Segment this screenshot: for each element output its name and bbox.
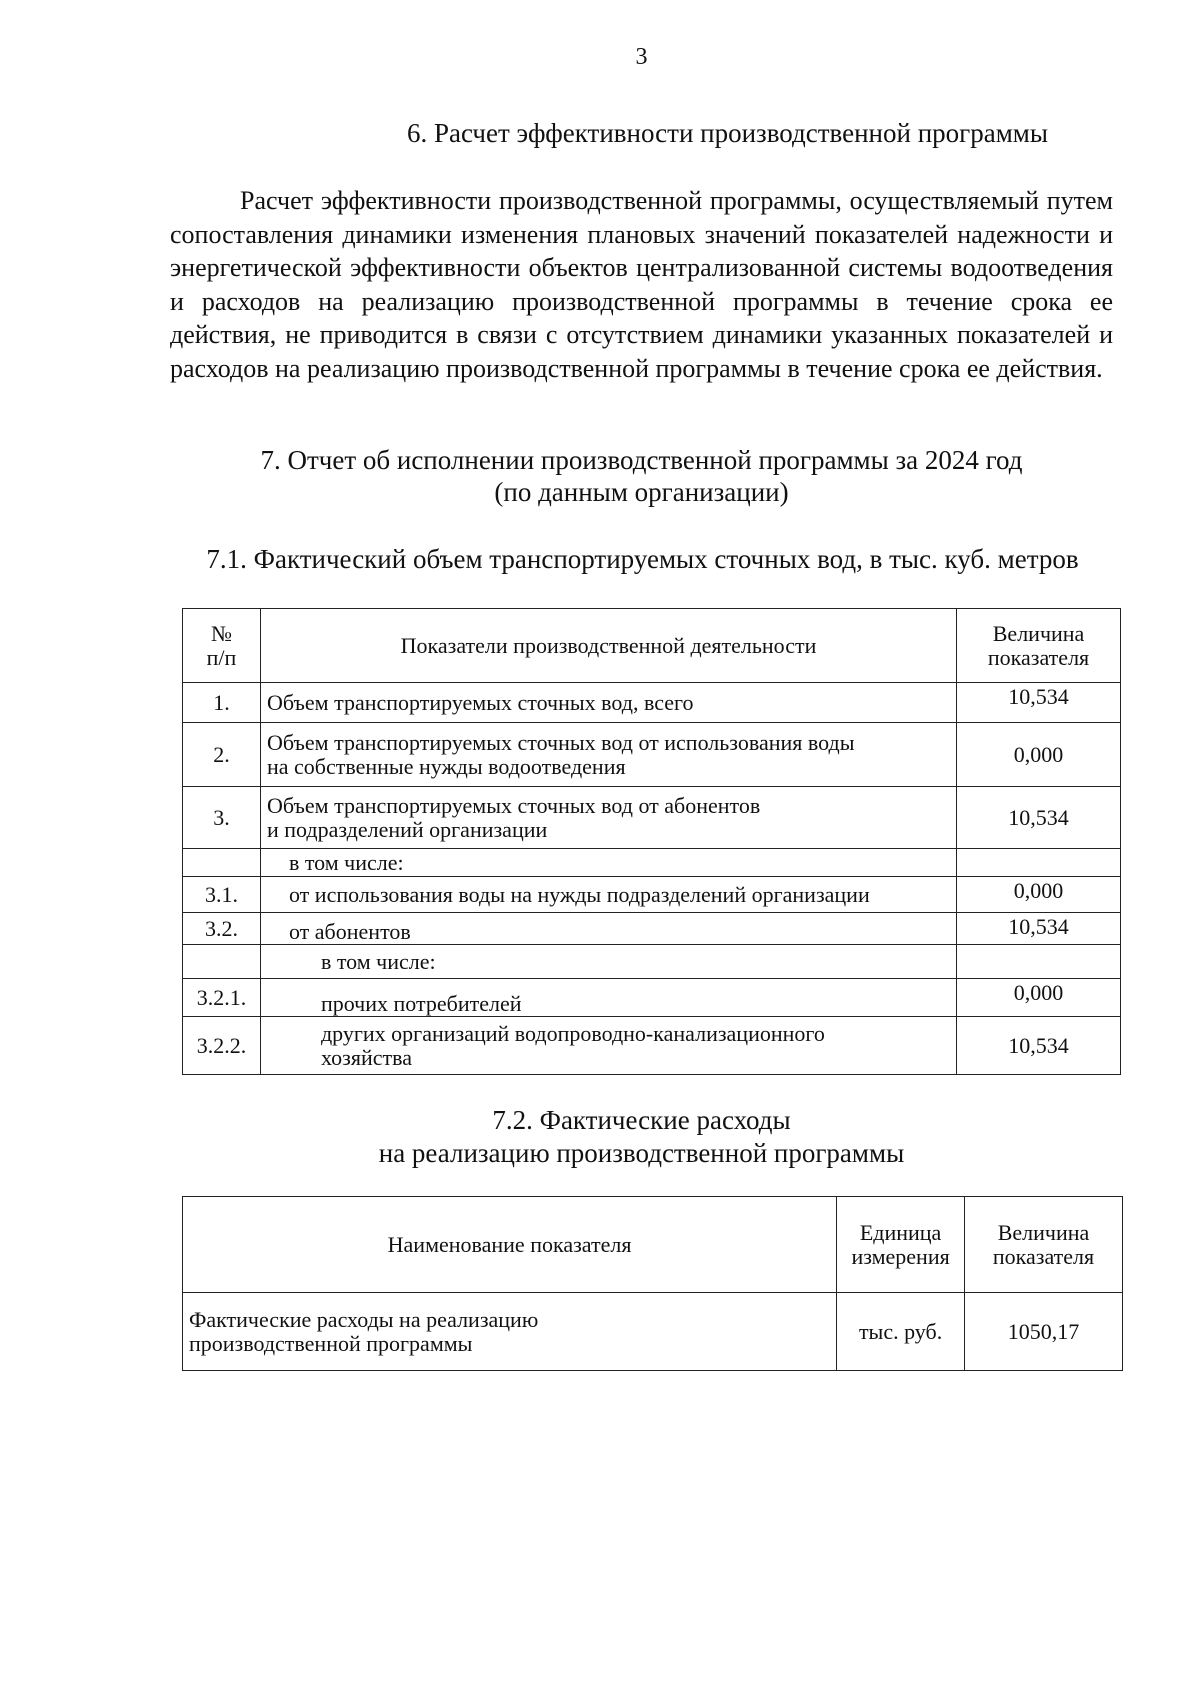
row-name-line1: Фактические расходы на реализацию — [189, 1306, 539, 1332]
table-row — [183, 683, 1121, 723]
row-num — [183, 945, 261, 979]
header-num-line1: № — [210, 620, 232, 646]
table-row — [183, 849, 1121, 877]
wastewater-volume-table — [182, 608, 1121, 1075]
header-value-line1: Величина — [997, 1219, 1090, 1245]
row-name-line1: других организаций водопроводно-канализационного — [320, 1020, 825, 1046]
table-row — [183, 877, 1121, 913]
row-name: от абонентов — [260, 913, 956, 945]
row-name: в том числе: — [260, 945, 956, 979]
table-row — [183, 1017, 1121, 1075]
section-7-title-line1: 7. Отчет об исполнении производственной программы за 2024 год — [260, 445, 1023, 475]
row-name — [260, 723, 956, 787]
table-row — [183, 913, 1121, 945]
row-value: 0,000 — [957, 979, 1121, 1017]
section-7-title-line2: (по данным организации) — [494, 477, 789, 507]
row-name: Объем транспортируемых сточных вод, всего — [260, 683, 956, 723]
header-num — [183, 609, 261, 683]
header-value — [957, 609, 1121, 683]
row-unit: тыс. руб. — [837, 1293, 965, 1371]
row-num: 3.2.1. — [183, 979, 261, 1017]
row-value: 10,534 — [957, 1017, 1121, 1075]
row-value: 10,534 — [957, 683, 1121, 723]
header-value-line1: Величина — [992, 620, 1085, 646]
header-value — [965, 1197, 1123, 1293]
row-num — [183, 849, 261, 877]
row-name-line1: Объем транспортируемых сточных вод от использования воды — [266, 729, 855, 755]
expenses-table — [182, 1196, 1123, 1371]
table-row — [183, 723, 1121, 787]
section-7-2-title-line2: на реализацию производственной программы — [378, 1138, 905, 1168]
table-header-row — [183, 1197, 1123, 1293]
row-name-line2: на собственные нужды водоотведения — [266, 753, 626, 779]
row-name-line1: Объем транспортируемых сточных вод от абонентов — [266, 792, 761, 818]
row-name — [183, 1293, 837, 1371]
row-value: 0,000 — [957, 723, 1121, 787]
section-7-2-title — [170, 1104, 1113, 1170]
row-name-line2: производственной программы — [189, 1330, 473, 1356]
header-indicator: Показатели производственной деятельности — [260, 609, 956, 683]
section-7-2-title-line1: 7.2. Фактические расходы — [492, 1105, 791, 1135]
table-row — [183, 787, 1121, 849]
header-unit — [837, 1197, 965, 1293]
row-value: 1050,17 — [965, 1293, 1123, 1371]
header-unit-line2: измерения — [851, 1243, 950, 1269]
section-7-1-title: 7.1. Фактический объем транспортируемых сточных вод, в тыс. куб. метров — [206, 544, 1079, 574]
row-num: 3.1. — [183, 877, 261, 913]
row-num: 1. — [183, 683, 261, 723]
table-row — [183, 945, 1121, 979]
header-value-line2: показателя — [992, 1243, 1095, 1269]
section-6-paragraph: Расчет эффективности производственной программы, осуществляемый путем сопоставления динамики изменения плановых значений показателей надежности и энергетической эффективности объектов централизованной системы водоотведения и расходов на реализацию производственной программы в течение срока ее действия, не приводится в связи с отсутствием динамики указанных показателей и расходов на реализацию производственной программы в течение срока ее действия. — [170, 186, 1113, 383]
row-name: от использования воды на нужды подразделений организации — [260, 877, 956, 913]
row-value: 0,000 — [957, 877, 1121, 913]
row-name — [260, 787, 956, 849]
row-name: в том числе: — [260, 849, 956, 877]
page-number: 3 — [635, 44, 648, 70]
section-7-title — [170, 444, 1113, 508]
header-num-line2: п/п — [206, 644, 237, 670]
table-row — [183, 1293, 1123, 1371]
header-name: Наименование показателя — [183, 1197, 837, 1293]
table-header-row — [183, 609, 1121, 683]
row-num: 3.2.2. — [183, 1017, 261, 1075]
section-6-title: 6. Расчет эффективности производственной программы — [406, 118, 1049, 148]
row-name — [260, 1017, 956, 1075]
table-row — [183, 979, 1121, 1017]
row-name-line2: хозяйства — [320, 1044, 412, 1070]
row-num: 2. — [183, 723, 261, 787]
row-num: 3. — [183, 787, 261, 849]
header-value-line2: показателя — [987, 644, 1090, 670]
row-value: 10,534 — [957, 787, 1121, 849]
row-value — [957, 945, 1121, 979]
row-name: прочих потребителей — [260, 979, 956, 1017]
row-num: 3.2. — [183, 913, 261, 945]
header-unit-line1: Единица — [859, 1219, 942, 1245]
row-value: 10,534 — [957, 913, 1121, 945]
row-name-line2: и подразделений организации — [266, 816, 548, 842]
row-value — [957, 849, 1121, 877]
